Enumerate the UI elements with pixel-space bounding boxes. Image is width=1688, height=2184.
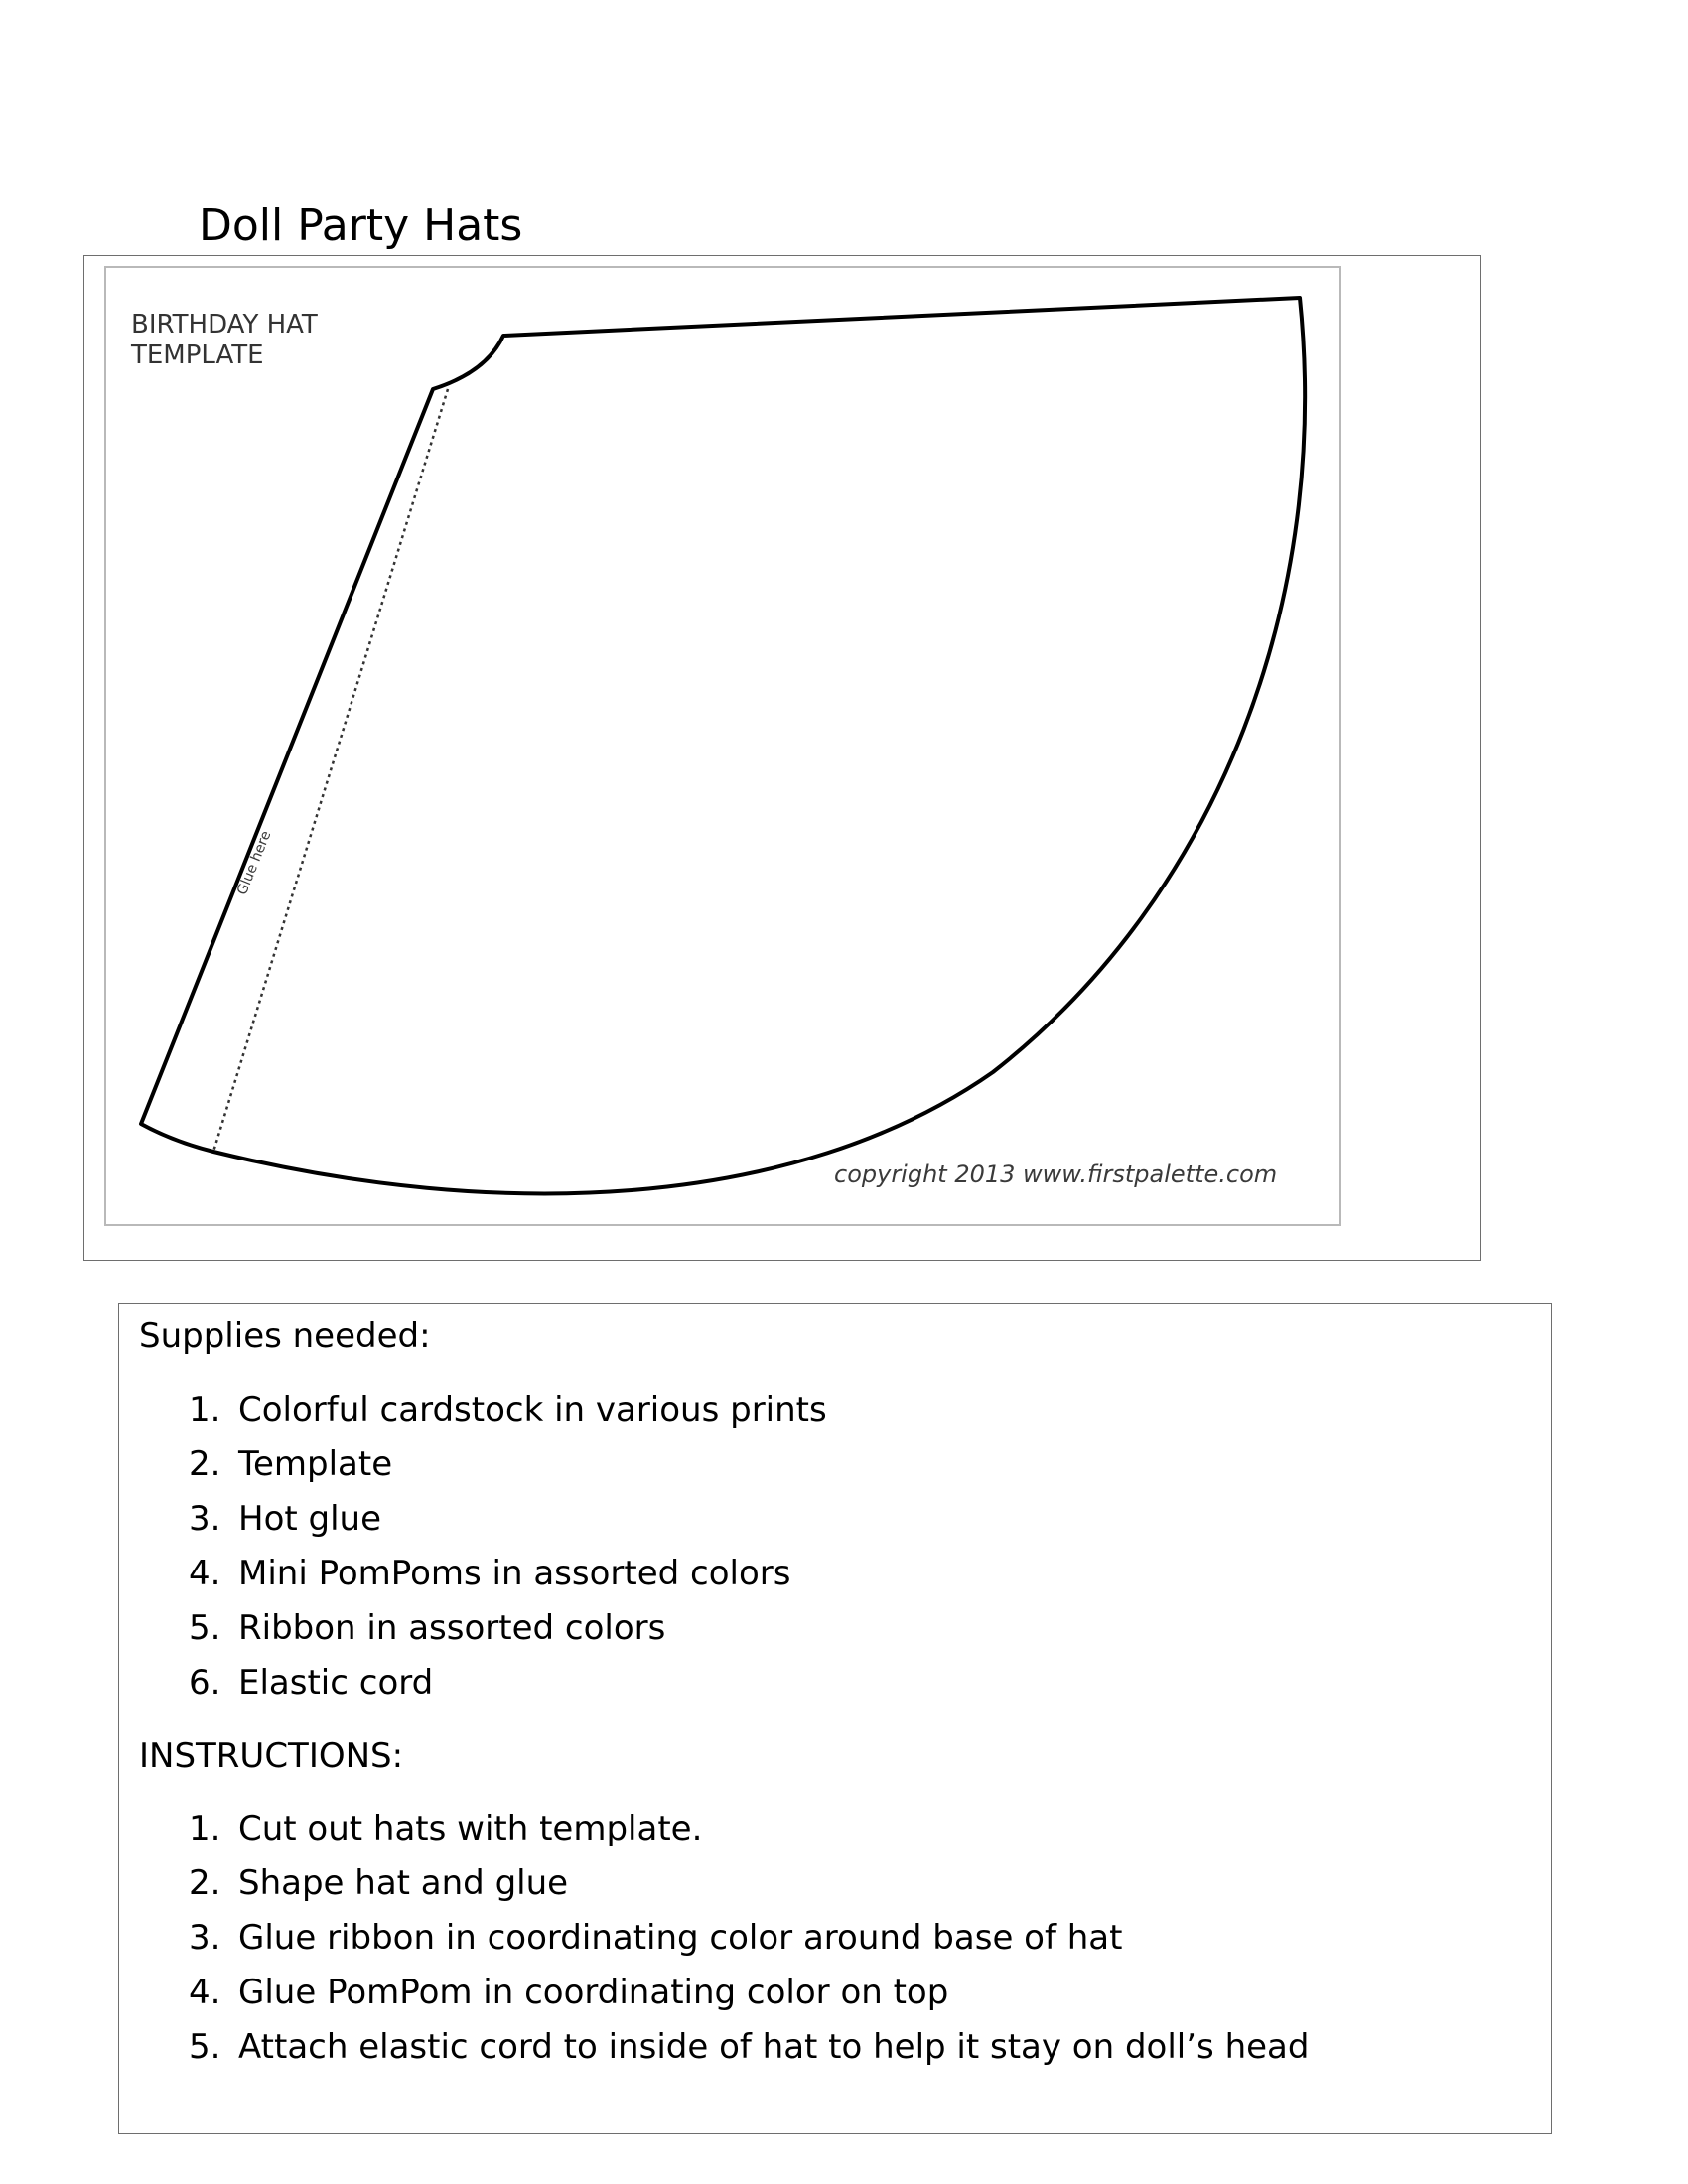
list-item-number: 5.	[189, 1608, 221, 1648]
list-item-text: Colorful cardstock in various prints	[238, 1390, 827, 1430]
list-item-number: 2.	[189, 1444, 221, 1484]
list-item-text: Template	[238, 1444, 393, 1484]
list-item-text: Glue ribbon in coordinating color around base of hat	[238, 1918, 1123, 1958]
supplies-heading: Supplies needed:	[139, 1316, 431, 1356]
list-item-text: Ribbon in assorted colors	[238, 1608, 666, 1648]
list-item-number: 1.	[189, 1390, 221, 1430]
template-label-line1: BIRTHDAY HAT	[131, 310, 318, 340]
list-item-number: 4.	[189, 1554, 221, 1593]
list-item-number: 5.	[189, 2027, 221, 2067]
list-item-number: 3.	[189, 1918, 221, 1958]
template-label	[131, 310, 318, 371]
list-item-text: Cut out hats with template.	[238, 1809, 703, 1848]
list-item-number: 4.	[189, 1973, 221, 2012]
page-title: Doll Party Hats	[199, 201, 523, 251]
list-item-text: Elastic cord	[238, 1663, 434, 1703]
list-item-text: Glue PomPom in coordinating color on top	[238, 1973, 949, 2012]
list-item-number: 3.	[189, 1499, 221, 1539]
list-item-number: 2.	[189, 1863, 221, 1903]
copyright-notice: copyright 2013 www.firstpalette.com	[834, 1160, 1278, 1188]
list-item-text: Attach elastic cord to inside of hat to help it stay on doll’s head	[238, 2027, 1310, 2067]
glue-fold-line	[213, 389, 448, 1152]
glue-here-label: Glue here	[234, 828, 275, 897]
template-label-line2: TEMPLATE	[131, 341, 264, 370]
list-item-text: Hot glue	[238, 1499, 382, 1539]
list-item-text: Shape hat and glue	[238, 1863, 569, 1903]
list-item-number: 6.	[189, 1663, 221, 1703]
list-item-text: Mini PomPoms in assorted colors	[238, 1554, 791, 1593]
list-item-number: 1.	[189, 1809, 221, 1848]
instructions-heading: INSTRUCTIONS:	[139, 1736, 404, 1776]
hat-cutout-outline	[141, 298, 1305, 1193]
